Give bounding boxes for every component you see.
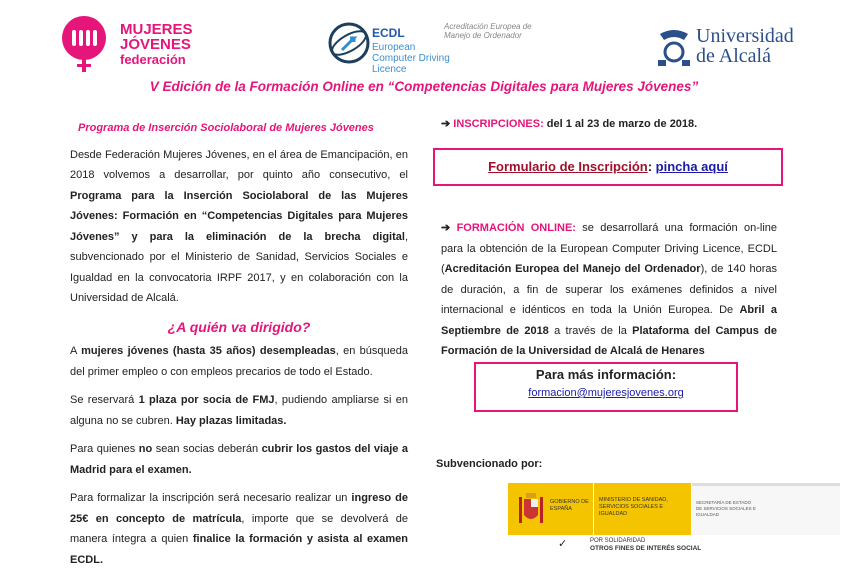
gobierno-block (508, 483, 593, 535)
uah-wordmark (696, 26, 794, 66)
intro-paragraph (70, 145, 408, 309)
formacion-label: FORMACIÓN ONLINE: (456, 222, 576, 234)
bold-text: Plataforma del Campus de Formación de la Universidad de Alcalá de Henares (441, 324, 777, 357)
text: se desarrollará una formación on-line para la obtención de la European Computer Driving Licence, ECDL ( (441, 222, 778, 275)
text: a través de la (548, 324, 633, 337)
globe-icon (328, 20, 370, 66)
bold-text: 1 plaza por socia de FMJ (138, 394, 275, 406)
text: Desde Federación Mujeres Jóvenes, en el área de Emancipación, en 2018 volvemos a desarrollar, por quinto año consecutivo, el (70, 148, 408, 181)
text: , importe que se devolverá de manera íntegra a quien (70, 512, 408, 545)
logo-text: JÓVENES (120, 36, 191, 53)
bold-text: cubrir los gastos del viaje a Madrid para el examen. (70, 443, 408, 476)
solidarity-line: POR SOLIDARIDAD (590, 538, 646, 544)
secretaria-block (692, 483, 840, 535)
bold-text: mujeres jóvenes (hasta 35 años) desempleadas (81, 345, 336, 357)
checkmark-icon: ✓ (558, 538, 568, 550)
text: A (70, 345, 82, 357)
text: sean socias deberán (152, 443, 262, 455)
solidarity-line: OTROS FINES DE INTERÉS SOCIAL (590, 545, 702, 552)
text: , en búsqueda del primer empleo o con empleos precarios (70, 345, 408, 378)
registration-dates: ➔ INSCRIPCIONES: del 1 al 23 de marzo de 2018. (441, 118, 698, 130)
text: Se reservará (70, 394, 139, 406)
ecdl-subtitle: European Computer Driving Licence (372, 42, 450, 75)
text: Para quienes (70, 443, 139, 455)
bold-text: Hay plazas limitadas. (175, 414, 287, 427)
ecdl-logo (328, 20, 532, 75)
crest-icon (656, 26, 692, 68)
text: , subvencionado por el Ministerio de Sanidad, Servicios Sociales e Igualdad en la convocatoria IRPF 2017, y en colaboración con la Universidad de Alcalá. (70, 230, 408, 304)
logo-text: MUJERES (120, 21, 193, 38)
registration-label: INSCRIPCIONES: (453, 118, 544, 130)
government-logo (508, 483, 840, 535)
info-title: Para más información: (535, 367, 677, 382)
gobierno-text: GOBIERNO DE ESPAÑA (550, 499, 589, 512)
program-subtitle: Programa de Inserción Sociolaboral de Mujeres Jóvenes (78, 122, 374, 134)
info-box (474, 362, 738, 412)
form-box (433, 148, 783, 186)
logo-text: federación (120, 52, 186, 67)
target-heading: ¿A quién va dirigido? (167, 318, 311, 335)
bold-text: Programa para la Inserción Sociolaboral de las Mujeres Jóvenes: Formación en “Competencias Digitales para Mujeres Jóvenes” y para la eliminación de la brecha digital (70, 189, 408, 243)
info-email-link[interactable]: formacion@mujeresjovenes.org (528, 387, 684, 399)
text: , pudiendo ampliarse si en alguna no se cubren. (70, 394, 409, 427)
logo-text: de Alcalá (696, 45, 771, 67)
formacion-section: ➔ FORMACIÓN ONLINE: se desarrollará una formación on-line para la obtención de la European Computer Driving Licence, ECDL (Acreditación Europea del Manejo del Ordenador), de 140 horas de duración, a fin de superar los exámenes definidos a nivel internacional e idénticos en toda la Unión Europea. De Abril a Septiembre de 2018 a través de la Plataforma del Campus de Formación de la Universidad de Alcalá de Henares (441, 222, 778, 357)
bold-text: finalice la formación y asista al examen ECDL. (70, 533, 408, 566)
target-paragraph (70, 341, 408, 382)
text: Para formalizar la inscripción será necesario realizar un (70, 492, 352, 504)
separator: : (647, 159, 656, 174)
bold-text: ingreso de 25€ en concepto de matrícula (70, 492, 408, 525)
left-column (70, 118, 408, 577)
ministerio-block (594, 483, 691, 535)
registration-form-link[interactable]: pincha aquí (655, 159, 728, 174)
solidarity-text (590, 537, 701, 553)
registration-dates-text: del 1 al 23 de marzo de 2018. (543, 118, 698, 130)
coat-of-arms-icon (516, 491, 546, 527)
bold-text: Acreditación Europea del Manejo del Ordenador (444, 263, 701, 275)
secretaria-text: SECRETARÍA DE ESTADO DE SERVICIOS SOCIALES E IGUALDAD (696, 500, 756, 517)
text: ), de 140 horas de duración, a fin de superar los exámenes definidos a nivel internacional e idénticos en toda la Unión Europea. De (441, 263, 777, 316)
form-label: Formulario de Inscripción (488, 159, 648, 174)
formacion-text (441, 222, 777, 357)
places-paragraph (70, 390, 408, 431)
logo-text: Universidad (696, 25, 794, 47)
page-title: V Edición de la Formación Online en “Competencias Digitales para Mujeres Jóvenes” (149, 79, 699, 94)
subsidized-by-label: Subvencionado por: (436, 458, 543, 470)
travel-paragraph (70, 439, 408, 480)
universidad-alcala-logo (656, 25, 794, 73)
ecdl-title: ECDL (372, 26, 405, 40)
text: de todo el Estado. (280, 365, 373, 378)
bold-text: Abril a Septiembre de 2018 (441, 304, 777, 337)
ministerio-text: MINISTERIO DE SANIDAD, SERVICIOS SOCIALES E IGUALDAD (599, 497, 668, 517)
fee-paragraph (70, 488, 408, 570)
ecdl-note: Acreditación Europea de Manejo de Ordenador (444, 22, 532, 40)
mujeres-jovenes-wordmark (120, 22, 193, 67)
bold-text: no (138, 443, 153, 455)
